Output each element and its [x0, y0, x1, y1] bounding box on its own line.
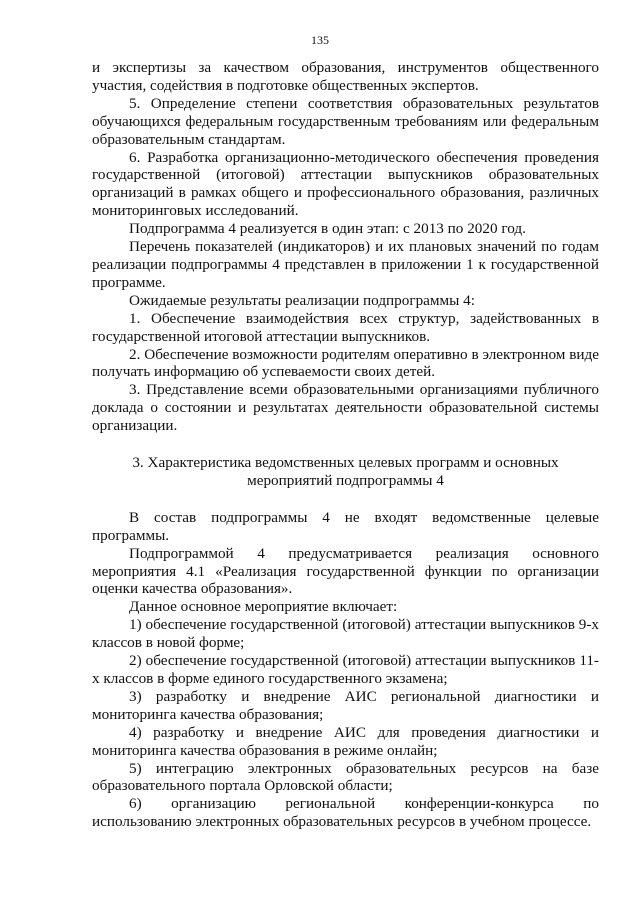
paragraph: 3) разработку и внедрение АИС региональной диагностики и мониторинга качества образования; — [92, 687, 599, 723]
paragraph: и экспертизы за качеством образования, инструментов общественного участия, содействия в подготовке общественных экспертов. — [92, 59, 599, 94]
paragraph: 2) обеспечение государственной (итоговой) аттестации выпускников 11-х классов в форме единого государственного экзамена; — [92, 652, 599, 687]
paragraphs-before-heading — [92, 59, 599, 435]
paragraph: В состав подпрограммы 4 не входят ведомственные целевые программы. — [92, 508, 599, 544]
paragraph: Перечень показателей (индикаторов) и их плановых значений по годам реализации подпрограммы 4 представлен в приложении 1 к государственной программе. — [92, 238, 599, 291]
section-heading-line2: мероприятий подпрограммы 4 — [247, 471, 444, 489]
paragraph: 5) интеграцию электронных образовательных ресурсов на базе образовательного портала Орловской области; — [92, 759, 599, 795]
section-heading-line1: 3. Характеристика ведомственных целевых программ и основных — [132, 454, 559, 472]
paragraph: 6) организацию региональной конференции-конкурса по использованию электронных образовательных ресурсов в учебном процессе. — [92, 795, 599, 831]
paragraph: 5. Определение степени соответствия образовательных результатов обучающихся федеральным государственным требованиям или федеральным образовательным стандартам. — [92, 94, 599, 148]
paragraph: 2. Обеспечение возможности родителям оперативно в электронном виде получать информацию об успеваемости своих детей. — [92, 345, 599, 381]
page-number: 135 — [311, 33, 329, 47]
paragraph: 1) обеспечение государственной (итоговой) аттестации выпускников 9-х классов в новой форме; — [92, 616, 599, 652]
document-body — [92, 59, 599, 831]
paragraph: 4) разработку и внедрение АИС для проведения диагностики и мониторинга качества образования в режиме онлайн; — [92, 723, 599, 759]
paragraph: Подпрограммой 4 предусматривается реализация основного мероприятия 4.1 «Реализация государственной функции по организации оценки качества образования». — [92, 544, 599, 598]
paragraphs-after-heading — [92, 509, 599, 831]
paragraph: Данное основное мероприятие включает: — [129, 598, 398, 616]
paragraph: Ожидаемые результаты реализации подпрограммы 4: — [129, 291, 475, 309]
paragraph: Подпрограмма 4 реализуется в один этап: с 2013 по 2020 год. — [129, 220, 526, 238]
paragraph: 6. Разработка организационно-методического обеспечения проведения государственной (итоговой) аттестации выпускников образовательных организаций в рамках общего и профессионального образования, различных мониторинговых исследований. — [92, 148, 599, 220]
section-heading — [92, 454, 599, 490]
paragraph: 1. Обеспечение взаимодействия всех структур, задействованных в государственной итоговой аттестации выпускников. — [92, 309, 599, 345]
paragraph: 3. Представление всеми образовательными организациями публичного доклада о состоянии и результатах деятельности образовательной системы организации. — [92, 381, 599, 435]
